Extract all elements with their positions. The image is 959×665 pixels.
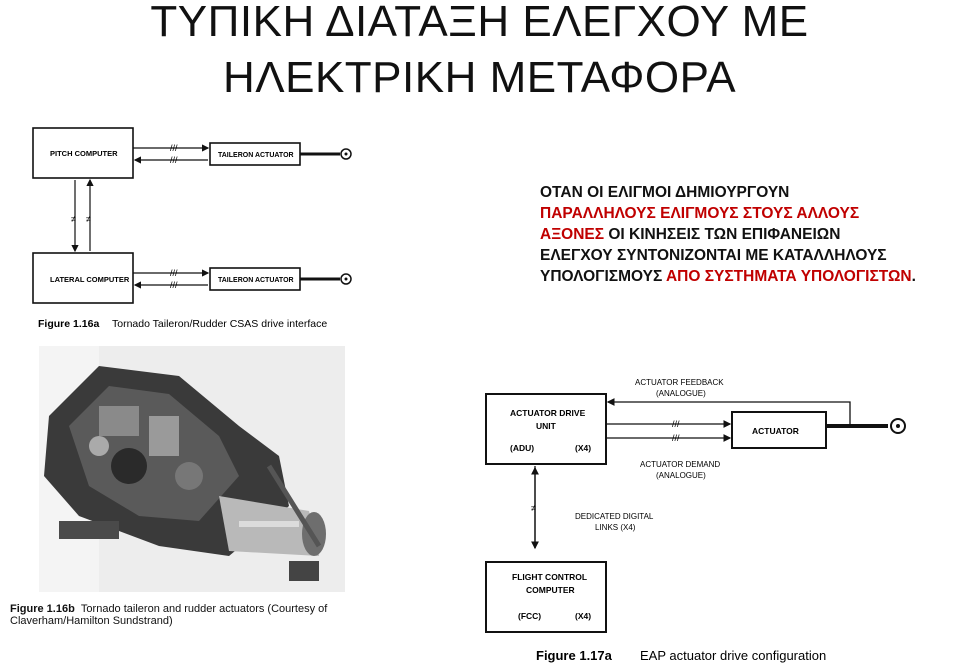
actuator-photograph [39, 346, 345, 592]
figure-16a-diagram [0, 118, 370, 338]
fig16b-caption-text-1: Tornado taileron and rudder actuators (Courtesy of [80, 603, 328, 615]
note-line-3-red: ΑΞΟΝΕΣ [540, 226, 605, 243]
svg-text:///: /// [672, 419, 680, 429]
svg-text:///: /// [170, 280, 178, 290]
note-line-5 [540, 266, 959, 287]
note-line-5-black: ΥΠΟΛΟΓΙΣΜΟΥΣ [540, 268, 666, 285]
note-line-5-dot: . [911, 268, 916, 285]
pitch-computer-label: PITCH COMPUTER [50, 149, 118, 158]
svg-text:≠: ≠ [531, 503, 536, 513]
taileron-actuator-1-label: TAILERON ACTUATOR [218, 152, 294, 159]
lateral-computer-label: LATERAL COMPUTER [50, 275, 130, 284]
svg-text:///: /// [170, 155, 178, 165]
explanation-text [540, 182, 959, 287]
fig16b-caption-line-1 [10, 603, 390, 615]
title-line-1: ΤΥΠΙΚΗ ΔΙΑΤΑΞΗ ΕΛΕΓΧΟΥ ΜΕ [150, 0, 809, 46]
note-line-4: ΕΛΕΓΧΟΥ ΣΥΝΤΟΝΙΖΟΝΤΑΙ ΜΕ ΚΑΤΑΛΛΗΛΟΥΣ [540, 247, 887, 264]
fig16b-caption-text-2: Claverham/Hamilton Sundstrand) [10, 615, 173, 627]
adu-label-1: ACTUATOR DRIVE [510, 408, 586, 418]
note-line-3-black: ΟΙ ΚΙΝΗΣΕΙΣ ΤΩΝ ΕΠΙΦΑΝΕΙΩΝ [604, 226, 841, 243]
feedback-label-2: (ANALOGUE) [656, 389, 706, 398]
fcc-label-2: COMPUTER [526, 585, 575, 595]
note-line-1: ΟΤΑΝ ΟΙ ΕΛΙΓΜΟΙ ΔΗΜΙΟΥΡΓΟΥΝ [540, 184, 790, 201]
note-line-5-red: ΑΠΟ ΣΥΣΤΗΜΑΤΑ ΥΠΟΛΟΓΙΣΤΩΝ [665, 268, 912, 285]
actuator-label: ACTUATOR [752, 426, 799, 436]
svg-text:///: /// [672, 433, 680, 443]
actuator-photo-illustration [39, 346, 345, 592]
fig16a-caption-number: Figure 1.16a [38, 318, 100, 330]
note-line-2: ΠΑΡΑΛΛΗΛΟΥΣ ΕΛΙΓΜΟΥΣ ΣΤΟΥΣ ΑΛΛΟΥΣ [540, 205, 860, 222]
svg-text:≠: ≠ [71, 214, 76, 224]
title-line-2: ΗΛΕΚΤΡΙΚΗ ΜΕΤΑΦΟΡΑ [222, 53, 737, 102]
links-label-1: DEDICATED DIGITAL [575, 512, 654, 521]
page-title [0, 0, 959, 106]
taileron-actuator-2-label: TAILERON ACTUATOR [218, 277, 294, 284]
note-line-3 [540, 224, 959, 245]
adu-label-3: (ADU) [510, 443, 535, 453]
fig17a-caption-number: Figure 1.17a [536, 648, 612, 663]
feedback-label-1: ACTUATOR FEEDBACK [635, 378, 724, 387]
fcc-label-4: (X4) [575, 611, 592, 621]
fig16a-caption-text: Tornado Taileron/Rudder CSAS drive interface [112, 318, 328, 330]
demand-label-2: (ANALOGUE) [656, 471, 706, 480]
svg-text:≠: ≠ [86, 214, 91, 224]
fcc-label-1: FLIGHT CONTROL [512, 572, 588, 582]
svg-text:///: /// [170, 268, 178, 278]
adu-label-4: (X4) [575, 443, 592, 453]
adu-label-2: UNIT [536, 421, 556, 431]
demand-label-1: ACTUATOR DEMAND [640, 460, 721, 469]
fig16b-caption-number: Figure 1.16b [10, 603, 75, 615]
fig16b-caption [10, 603, 390, 627]
links-label-2: LINKS (X4) [595, 523, 636, 532]
fig17a-caption-text: EAP actuator drive configuration [640, 648, 827, 663]
figure-17a-diagram [480, 372, 920, 665]
svg-text:///: /// [170, 143, 178, 153]
fcc-label-3: (FCC) [518, 611, 542, 621]
